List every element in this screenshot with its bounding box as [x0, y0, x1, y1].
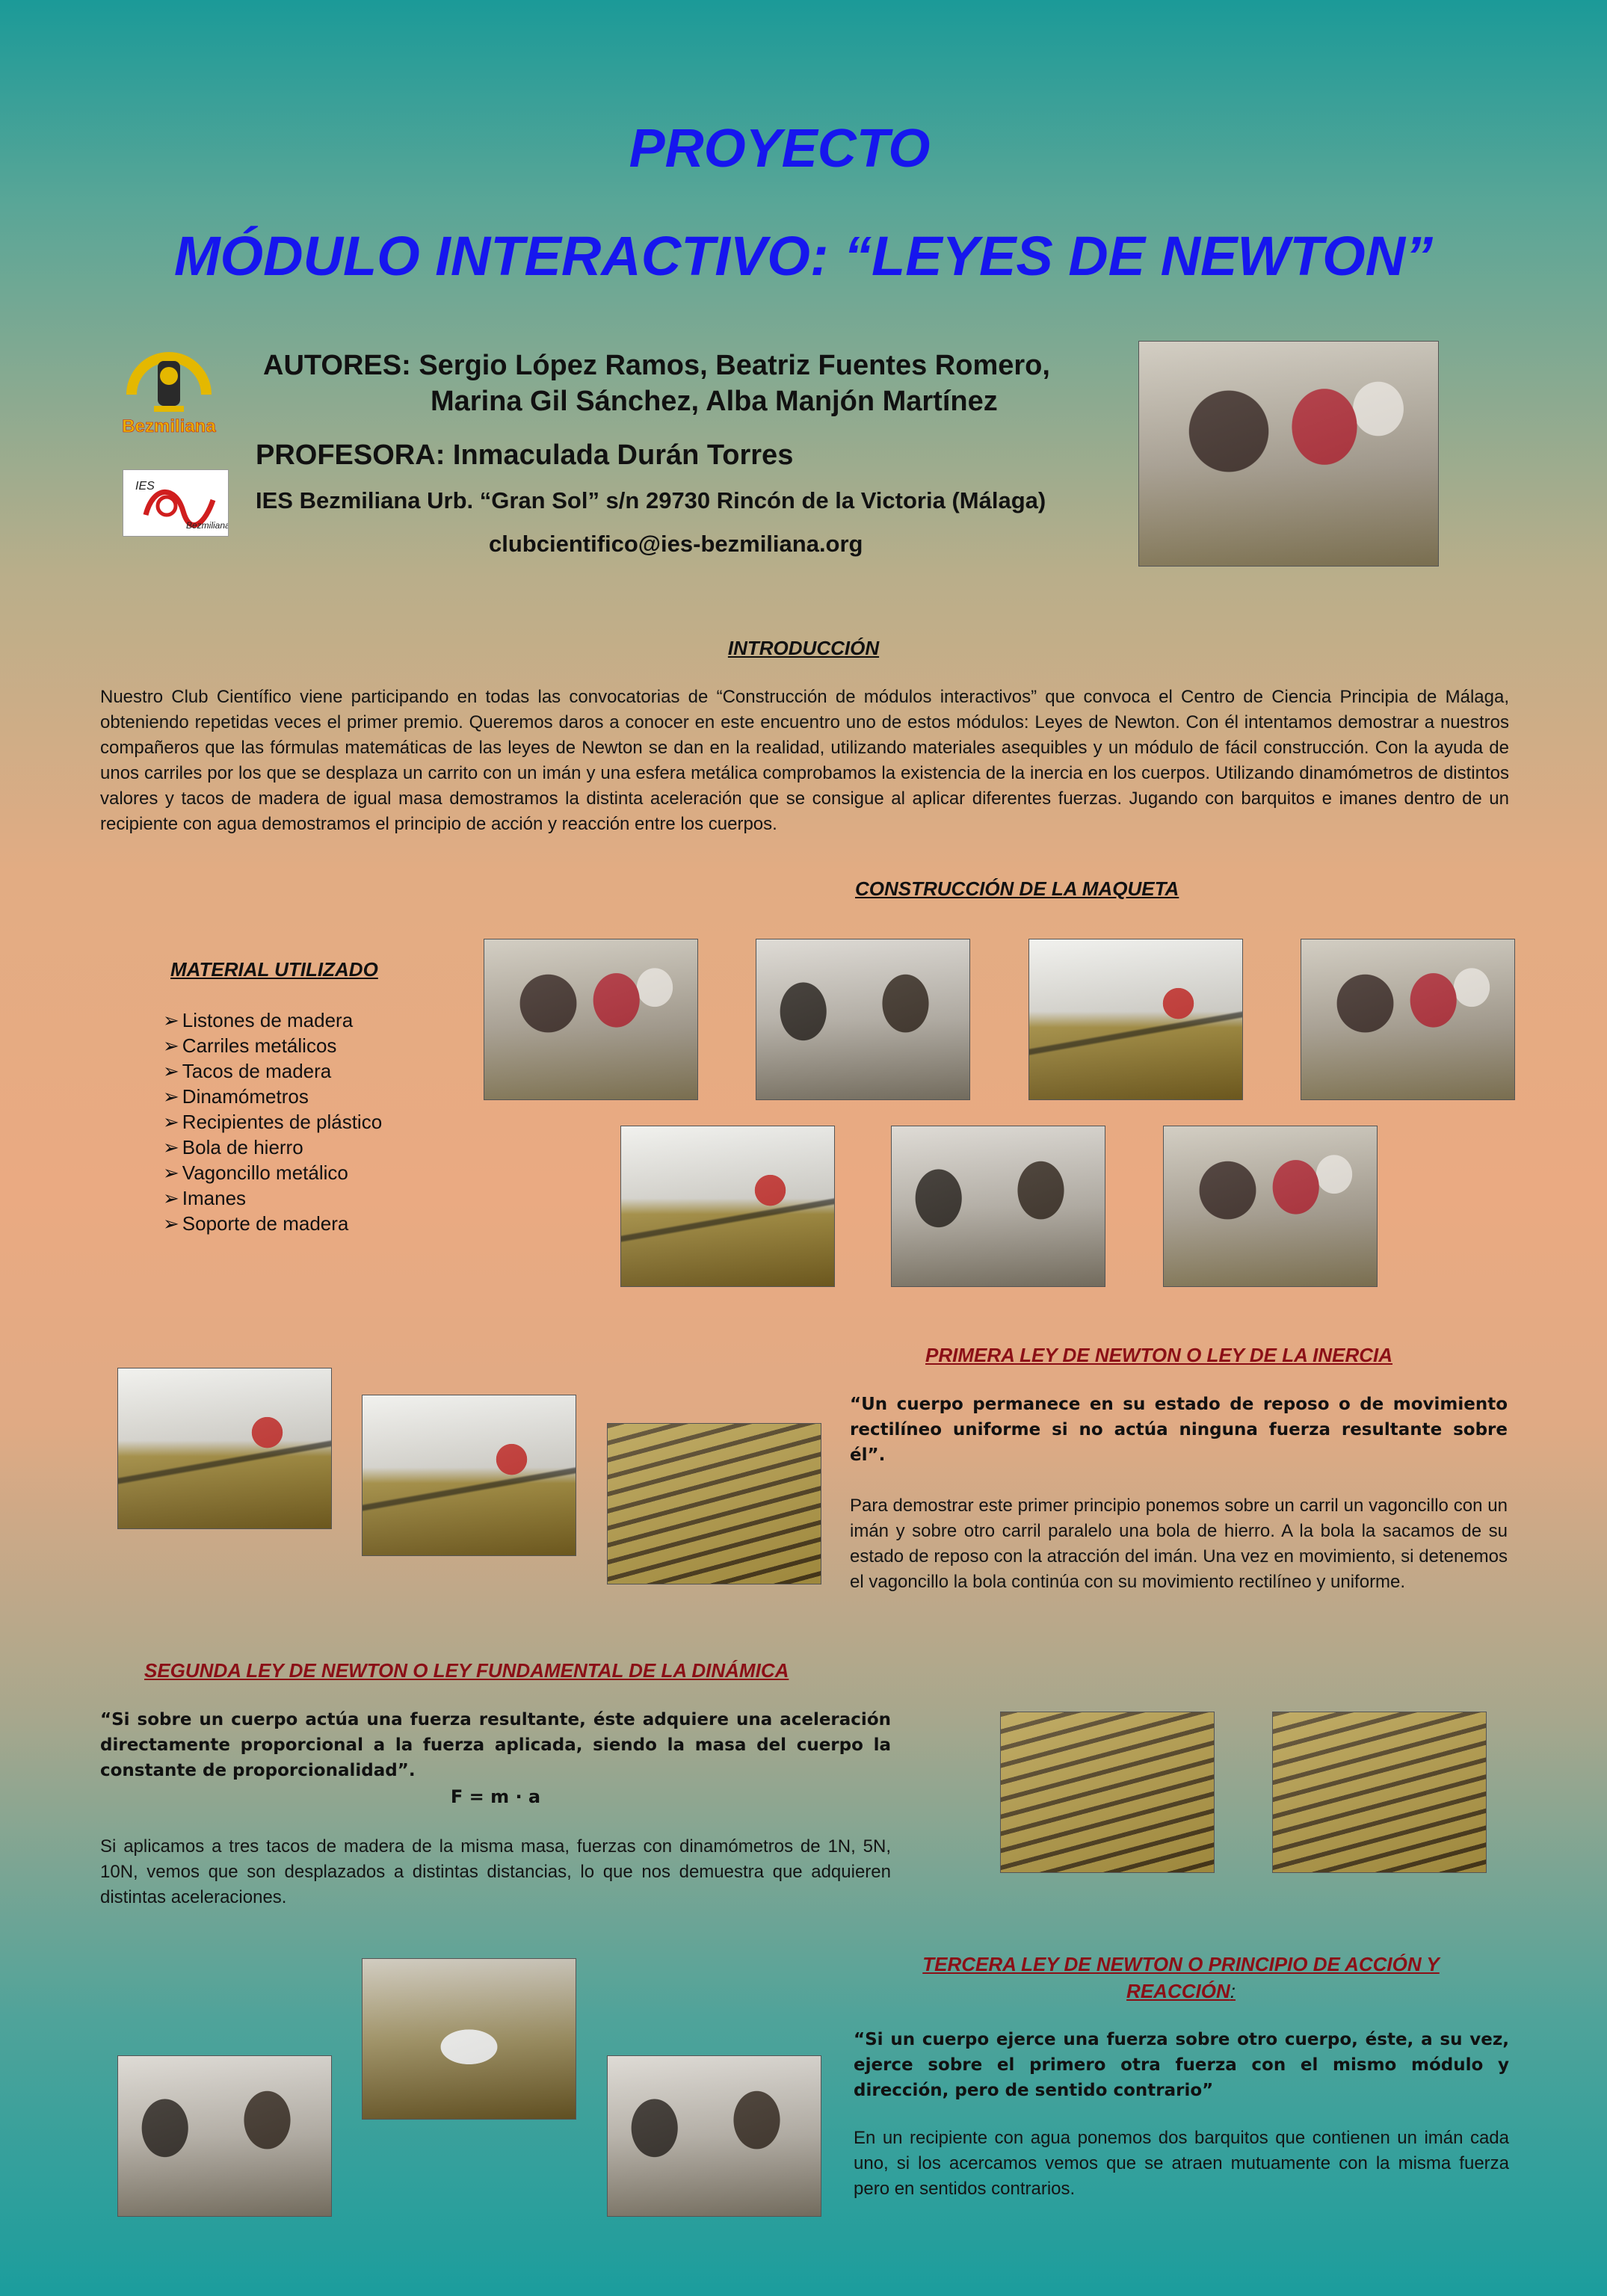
law3-heading-text: TERCERA LEY DE NEWTON O PRINCIPIO DE ACCIÓN Y REACCIÓN	[922, 1953, 1440, 2003]
materials-list	[163, 1007, 382, 1236]
law3-heading	[875, 1951, 1487, 2005]
law3-quote: “Si un cuerpo ejerce una fuerza sobre otro cuerpo, éste, a su vez, ejerce sobre el primero otra fuerza con el mismo módulo y dirección, pero de sentido contrario”	[854, 2030, 1509, 2101]
law2-heading: SEGUNDA LEY DE NEWTON O LEY FUNDAMENTAL DE LA DINÁMICA	[144, 1659, 789, 1682]
law3-photo	[117, 2055, 332, 2217]
law1-quote: “Un cuerpo permanece en su estado de reposo o de movimiento rectilíneo uniforme si no actúa ninguna fuerza resultante sobre él”.	[850, 1395, 1508, 1466]
material-item: ➢ Tacos de madera	[163, 1058, 382, 1084]
teacher: PROFESORA: Inmaculada Durán Torres	[256, 439, 794, 471]
club-logo	[117, 335, 221, 443]
material-item: ➢ Imanes	[163, 1185, 382, 1211]
construction-photo	[484, 939, 698, 1100]
material-item: ➢ Vagoncillo metálico	[163, 1160, 382, 1185]
law1-photo	[362, 1395, 576, 1556]
ies-logo-icon	[123, 470, 228, 536]
group-photo	[1138, 341, 1439, 567]
construction-photo	[620, 1126, 835, 1287]
ies-logo	[123, 469, 229, 537]
svg-text:Bezmiliana: Bezmiliana	[122, 416, 216, 436]
construction-heading: CONSTRUCCIÓN DE LA MAQUETA	[855, 877, 1179, 900]
email: clubcientifico@ies-bezmiliana.org	[489, 531, 863, 557]
construction-photo	[1163, 1126, 1378, 1287]
materials-heading: MATERIAL UTILIZADO	[170, 958, 378, 981]
material-item: ➢ Listones de madera	[163, 1007, 382, 1033]
authors-line-2: Marina Gil Sánchez, Alba Manjón Martínez	[431, 386, 998, 417]
material-item: ➢ Dinamómetros	[163, 1084, 382, 1109]
law3-photo	[362, 1958, 576, 2120]
intro-heading: INTRODUCCIÓN	[727, 637, 880, 659]
construction-photo	[1028, 939, 1243, 1100]
intro-text: Nuestro Club Científico viene participando en todas las convocatorias de “Construcción de módulos interactivos” que convoca el Centro de Ciencia Principia de Málaga, obteniendo repetidas veces el primer premio. Queremos daros a conocer en este encuentro uno de estos módulos: Leyes de Newton. Con él intentamos demostrar a nuestros compañeros que las fórmulas matemáticas de las leyes de Newton se dan en la realidad, utilizando materiales asequibles y un módulo de fácil construcción. Con la ayuda de unos carriles por los que se desplaza un carrito con un imán y una esfera metálica comprobamos la existencia de la inercia en los cuerpos. Utilizando dinamómetros de distintos valores y tacos de madera de igual masa demostramos la distinta aceleración que se consigue al aplicar diferentes fuerzas. Jugando con barquitos e imanes dentro de un recipiente con agua demostramos el principio de acción y reacción entre los cuerpos.	[100, 687, 1509, 835]
law2-quote: “Si sobre un cuerpo actúa una fuerza resultante, éste adquiere una aceleración directamente proporcional a la fuerza aplicada, siendo la masa del cuerpo la constante de proporcionalidad”.	[100, 1710, 891, 1781]
club-logo-icon	[117, 335, 221, 443]
material-item: ➢ Carriles metálicos	[163, 1033, 382, 1058]
svg-text:Bezmiliana: Bezmiliana	[186, 520, 228, 531]
law1-photo	[607, 1423, 821, 1584]
law1-text: Para demostrar este primer principio ponemos sobre un carril un vagoncillo con un imán y sobre otro carril paralelo una bola de hierro. A la bola la sacamos de su estado de reposo con la atracción del imán. Una vez en movimiento, si detenemos el vagoncillo la bola continúa con su movimiento rectilíneo y uniforme.	[850, 1496, 1508, 1593]
school-address: IES Bezmiliana Urb. “Gran Sol” s/n 29730 Rincón de la Victoria (Málaga)	[256, 487, 1046, 513]
svg-text:IES: IES	[135, 480, 155, 493]
authors-line-1: AUTORES: Sergio López Ramos, Beatriz Fuentes Romero,	[263, 350, 1050, 381]
law2-photo	[1000, 1712, 1215, 1873]
material-item: ➢ Soporte de madera	[163, 1211, 382, 1236]
law2-formula: F = m · a	[450, 1786, 541, 1807]
title-line-2: MÓDULO INTERACTIVO: “LEYES DE NEWTON”	[173, 225, 1434, 287]
material-item: ➢ Bola de hierro	[163, 1135, 382, 1160]
material-item: ➢ Recipientes de plástico	[163, 1109, 382, 1135]
construction-photo	[1301, 939, 1515, 1100]
law3-heading-suffix: :	[1230, 1980, 1236, 2003]
title-line-1: PROYECTO	[629, 119, 931, 179]
law2-text: Si aplicamos a tres tacos de madera de la misma masa, fuerzas con dinamómetros de 1N, 5N, 10N, vemos que son desplazados a distintas distancias, lo que nos demuestra que adquieren distintas aceleraciones.	[100, 1836, 891, 1908]
construction-photo	[756, 939, 970, 1100]
law1-photo	[117, 1368, 332, 1529]
construction-photo	[891, 1126, 1105, 1287]
law3-photo	[607, 2055, 821, 2217]
law2-photo	[1272, 1712, 1487, 1873]
law3-text: En un recipiente con agua ponemos dos barquitos que contienen un imán cada uno, si los acercamos vemos que se atraen mutuamente con la misma fuerza pero en sentidos contrarios.	[854, 2128, 1509, 2200]
law1-heading: PRIMERA LEY DE NEWTON O LEY DE LA INERCIA	[925, 1344, 1393, 1366]
